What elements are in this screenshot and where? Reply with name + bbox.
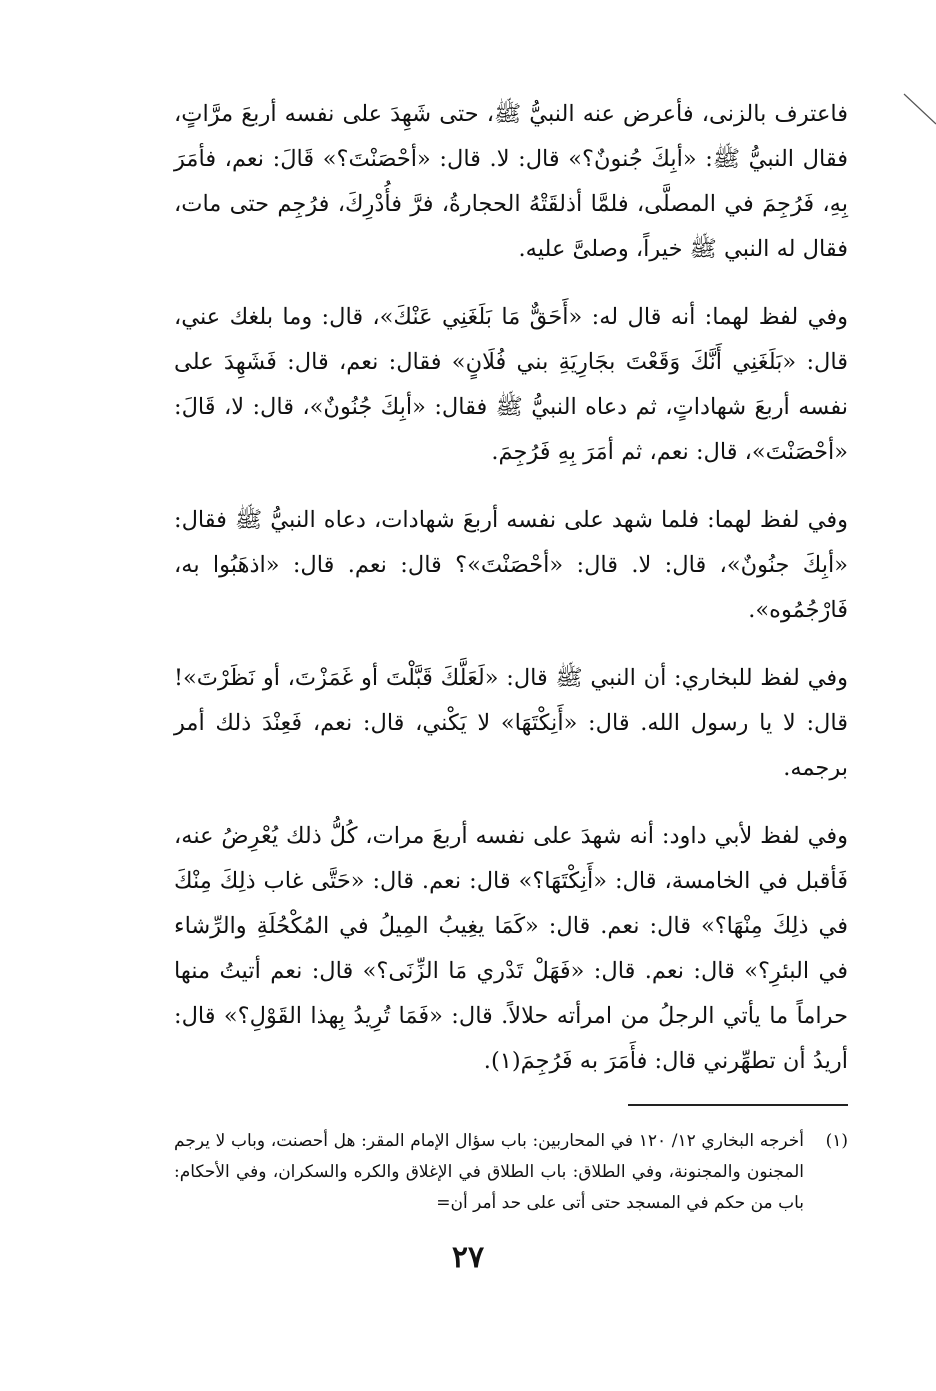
page-number: ٢٧ <box>451 1240 485 1275</box>
footnote-text: أخرجه البخاري ١٢/ ١٢٠ في المحاربين: باب سؤال الإمام المقر: هل أحصنت، وباب لا يرجم المجنون والمجنونة، وفي الطلاق: باب الطلاق في الإغلاق والكره والسكران، وفي الأحكام: باب من حكم في المسجد حتى أتى على حد أمر أن= <box>174 1131 804 1213</box>
paragraph-3: وفي لفظ لهما: فلما شهد على نفسه أربعَ شهادات، دعاه النبيُّ ﷺ فقال: «أبِكَ جنُونٌ»، قال: لا. قال: «أحْصَنْتَ»؟ قال: نعم. قال: «اذهَبُوا به، فَارْجُمُوه». <box>174 507 848 623</box>
footnote-number: (١) <box>825 1131 848 1151</box>
scan-corner-mark <box>900 90 936 130</box>
paragraph-1: فاعترف بالزنى، فأعرض عنه النبيُّ ﷺ، حتى شَهِدَ على نفسه أربعَ مرَّاتٍ، فقال النبيُّ ﷺ: «أبِكَ جُنونٌ؟» قال: لا. قال: «أحْصَنْتَ؟» قَالَ: نعم، فأمَرَ بِهِ، فَرُجِمَ في المصلَّى، فلمَّا أذلقَتْهُ الحجارةُ، فرَّ فأُدْرِكَ، فرُجِم حتى مات، فقال له النبي ﷺ خيراً، وصلىَّ عليه. <box>174 101 848 262</box>
main-text <box>174 92 848 1107</box>
paragraph-4: وفي لفظ للبخاري: أن النبي ﷺ قال: «لَعَلَّكَ قَبَّلْتَ أو غَمَزْتَ، أو نَظَرْتَ»! قال: لا يا رسول الله. قال: «أَنِكْتَهَا» لا يَكْني، قال: نعم، فَعِنْدَ ذلك أمر برجمه. <box>174 665 848 781</box>
footnote-1 <box>174 1126 848 1219</box>
paragraph-2: وفي لفظ لهما: أنه قال له: «أَحَقٌّ مَا بَلَغَنِي عَنْكَ»، قال: وما بلغك عني، قال: «بَلَغَنِي أَنَّكَ وَقَعْتَ بجَارِيَةِ بني فُلَانٍ» فقال: نعم، قال: فَشَهِدَ على نفسه أربعَ شهاداتٍ، ثم دعاه النبيُّ ﷺ فقال: «أبِكَ جُنُونٌ»، قال: لا، قَالَ: «أحْصَنْتَ»، قال: نعم، ثم أمَرَ بِهِ فَرُجِمَ. <box>174 304 848 465</box>
footnote-separator <box>628 1104 848 1106</box>
footnotes <box>174 1126 848 1219</box>
paragraph-5: وفي لفظ لأبي داود: أنه شهدَ على نفسه أربعَ مرات، كُلُّ ذلك يُعْرِضُ عنه، فَأقبل في الخامسة، قال: «أَنِكْتَهَا؟» قال: نعم. قال: «حَتَّى غاب ذلِكَ مِنْكَ في ذلِكَ مِنْهَا؟» قال: نعم. قال: «كَمَا يغِيبُ المِيلُ في المُكْحُلَةِ والرِّشاء في البئرِ؟» قال: نعم. قال: «فَهَلْ تَدْري مَا الزِّنَى؟» قال: نعم أتيتُ منها حراماً ما يأتي الرجلُ من امرأته حلالاً. قال: «فَمَا تُرِيدُ بِهذا القَوْلِ؟» قال: أريدُ أن تطهِّرني قال: فأَمَرَ به فَرُجِمَ(١). <box>174 823 848 1074</box>
